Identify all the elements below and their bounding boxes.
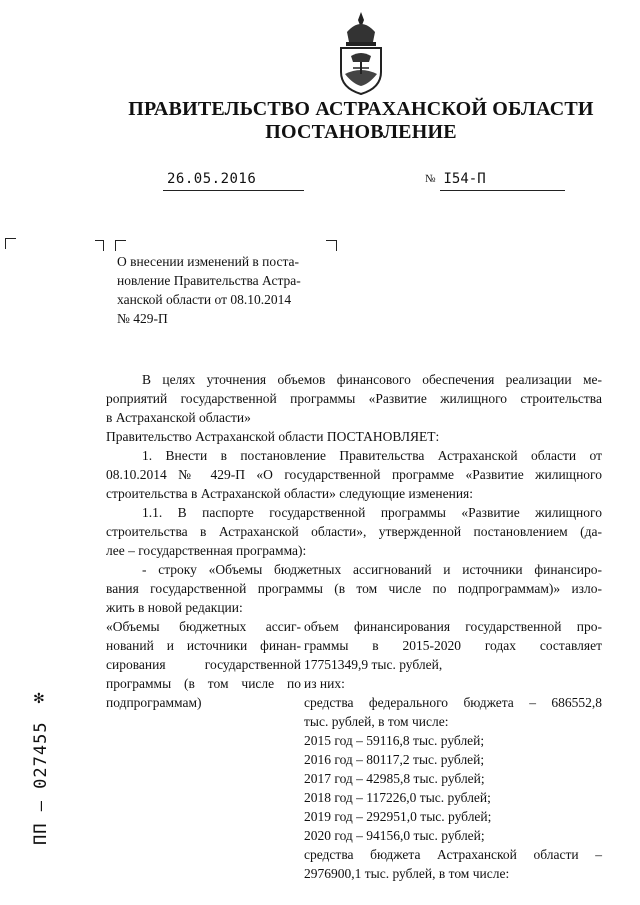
table-cell-line: объем финансирования государственной про- — [304, 619, 602, 634]
table-cell-line: 2018 год – 117226,0 тыс. рублей; — [304, 790, 491, 805]
corner-mark — [115, 240, 126, 251]
body-line: вания государственной программы (в том числе по подпрограммам)» изло- — [106, 581, 602, 596]
decree-line — [106, 427, 602, 446]
body-line: жить в новой редакции: — [106, 600, 243, 615]
body-line: 1. Внести в постановление Правительства Астраханской области от — [142, 448, 602, 463]
body-line: - строку «Объемы бюджетных ассигнований и источники финансиро- — [142, 562, 602, 577]
table-cell-line: сирования государственной — [106, 657, 301, 672]
table-cell-line: 2019 год – 292951,0 тыс. рублей; — [304, 809, 492, 824]
number-sign: № — [425, 173, 436, 185]
number-field — [425, 170, 565, 191]
stamp-symbol: ✻ — [33, 692, 45, 707]
intro-paragraph — [106, 370, 602, 427]
corner-mark — [326, 240, 337, 251]
item-1 — [106, 446, 602, 503]
document-type: ПОСТАНОВЛЕНИЕ — [265, 121, 457, 143]
document-date: 26.05.2016 — [167, 171, 257, 187]
coat-of-arms-icon — [333, 10, 389, 96]
corner-mark — [95, 240, 104, 251]
table-cell-line: подпрограммам) — [106, 695, 202, 710]
table-cell-line: средства федерального бюджета – 686552,8 — [304, 695, 602, 710]
table-cell-line: из них: — [304, 676, 345, 691]
body-line: В целях уточнения объемов финансового обеспечения реализации ме- — [142, 372, 602, 387]
table-cell-line: «Объемы бюджетных ассиг- — [106, 619, 301, 634]
funding-table — [106, 617, 602, 883]
table-cell-line: граммы в 2015-2020 годах составляет — [304, 638, 602, 653]
side-serial — [24, 690, 54, 870]
table-cell-line: нований и источники финан- — [106, 638, 301, 653]
table-cell-line: средства бюджета Астраханской области – — [304, 847, 602, 862]
table-cell-line: 2976900,1 тыс. рублей, в том числе: — [304, 866, 510, 881]
body-line: строительства в Астраханской области» следующие изменения: — [106, 486, 473, 501]
subject-line: ханской области от 08.10.2014 — [117, 292, 292, 307]
body-line: в Астраханской области» — [106, 410, 251, 425]
table-cell-line: 17751349,9 тыс. рублей, — [304, 657, 443, 672]
table-cell-line: 2017 год – 42985,8 тыс. рублей; — [304, 771, 485, 786]
serial-number: ПП – 027455 — [31, 721, 51, 845]
body-line: 08.10.2014 № 429-П «О государственной программе «Развитие жилищного — [106, 467, 602, 482]
corner-mark — [5, 238, 16, 249]
table-cell-line: программы (в том числе по — [106, 676, 301, 691]
table-cell-line: 2020 год – 94156,0 тыс. рублей; — [304, 828, 485, 843]
table-cell-line: 2016 год – 80117,2 тыс. рублей; — [304, 752, 485, 767]
document-number: I54-П — [443, 171, 486, 187]
subject-line: новление Правительства Астра- — [117, 273, 301, 288]
table-right-column — [304, 617, 602, 883]
table-cell-line: тыс. рублей, в том числе: — [304, 714, 449, 729]
body-line: строительства в Астраханской области», утвержденной постановлением (да- — [106, 524, 602, 539]
item-1-1 — [106, 503, 602, 560]
body-line: лее – государственная программа): — [106, 543, 307, 558]
body-line: роприятий государственной программы «Развитие жилищного строительства — [106, 391, 602, 406]
date-field — [163, 170, 304, 191]
body-line: 1.1. В паспорте государственной программы «Развитие жилищного — [142, 505, 602, 520]
subject-line: № 429-П — [117, 311, 168, 326]
item-replace-line — [106, 560, 602, 617]
table-cell-line: 2015 год – 59116,8 тыс. рублей; — [304, 733, 485, 748]
subject-line: О внесении изменений в поста- — [117, 254, 300, 269]
government-name: ПРАВИТЕЛЬСТВО АСТРАХАНСКОЙ ОБЛАСТИ — [128, 98, 594, 120]
table-left-column — [106, 617, 301, 883]
document-body — [106, 370, 602, 883]
body-line: Правительство Астраханской области ПОСТАНОВЛЯЕТ: — [106, 429, 440, 444]
document-subject — [117, 252, 330, 328]
